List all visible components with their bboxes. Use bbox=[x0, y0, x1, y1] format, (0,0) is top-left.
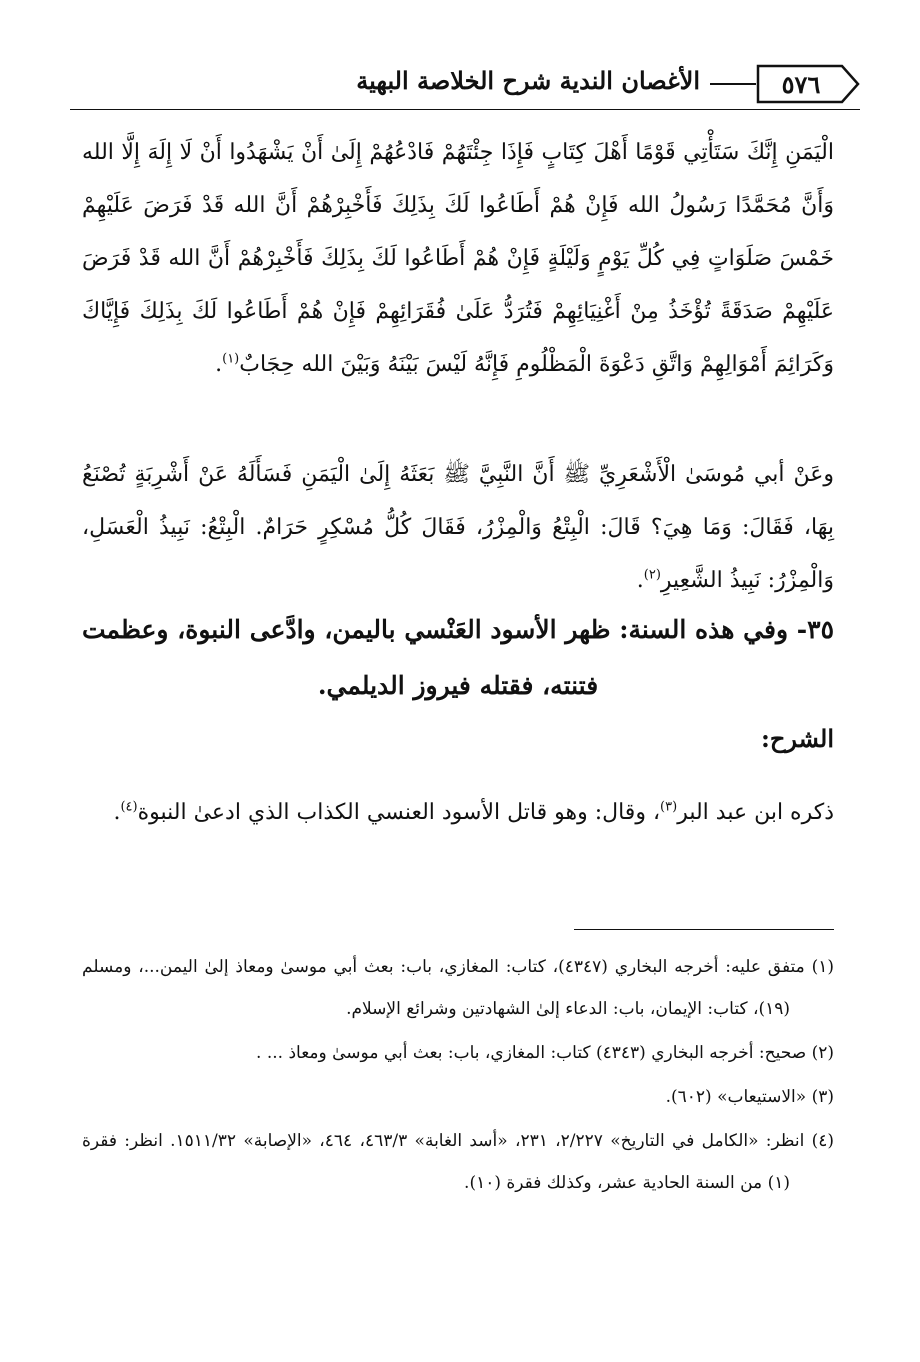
footnote-3: (٣) «الاستيعاب» (٦٠٢). bbox=[665, 1087, 834, 1107]
page-header bbox=[70, 60, 860, 110]
sharh-label: الشرح: bbox=[761, 724, 834, 753]
explanation-paragraph bbox=[82, 788, 834, 838]
footnote-ref-2: (٢) bbox=[643, 567, 661, 583]
footnote-separator bbox=[574, 929, 834, 930]
hadith-paragraph-2 bbox=[82, 448, 834, 607]
book-title: الأغصان الندية شرح الخلاصة البهية bbox=[356, 66, 700, 95]
hadith-text-2-end: . bbox=[636, 568, 644, 593]
footnote-1: (١) متفق عليه: أخرجه البخاري (٤٣٤٧)، كتاب: المغازي، باب: بعث أبي موسىٰ ومعاذ إلىٰ اليمن...، ومسلم (١٩)، كتاب: الإيمان، باب: الدعاء إلىٰ الشهادتين وشرائع الإسلام. bbox=[82, 957, 834, 1019]
hadith-text-2: وعَنْ أبي مُوسَىٰ الْأَشْعَرِيِّ ﷺ أَنَّ النَّبِيَّ ﷺ بَعَثَهُ إِلَىٰ الْيَمَنِ فَسَأَلَهُ عَنْ أَشْرِبَةٍ تُصْنَعُ بِهَا، فَقَالَ: وَمَا هِيَ؟ قَالَ: الْبِتْعُ وَالْمِزْرُ، فَقَالَ كُلُّ مُسْكِرٍ حَرَامٌ. الْبِتْعُ: نَبِيذُ الْعَسَلِ، وَالْمِزْرُ: نَبِيذُ الشَّعِيرِ bbox=[82, 462, 834, 593]
footnote-ref-1: (١) bbox=[222, 351, 240, 367]
explanation-text-1: ذكره ابن عبد البر bbox=[677, 800, 834, 825]
explanation-text-3: . bbox=[113, 800, 121, 825]
page-number-frame bbox=[756, 64, 860, 104]
hadith-text-1-end: . bbox=[215, 352, 223, 377]
footnote-2: (٢) صحيح: أخرجه البخاري (٤٣٤٣) كتاب: المغازي، باب: بعث أبي موسىٰ ومعاذ ... . bbox=[256, 1043, 834, 1063]
hadith-text-1: الْيَمَنِ إِنَّكَ سَتَأْتِي قَوْمًا أَهْلَ كِتَابٍ فَإِذَا جِئْتَهُمْ فَادْعُهُمْ إِلَىٰ أَنْ يَشْهَدُوا أَنْ لَا إِلَهَ إِلَّا الله وَأَنَّ مُحَمَّدًا رَسُولُ الله فَإِنْ هُمْ أَطَاعُوا لَكَ بِذَلِكَ فَأَخْبِرْهُمْ أَنَّ الله قَدْ فَرَضَ عَلَيْهِمْ خَمْسَ صَلَوَاتٍ فِي كُلِّ يَوْمٍ وَلَيْلَةٍ فَإِنْ هُمْ أَطَاعُوا لَكَ بِذَلِكَ فَأَخْبِرْهُمْ أَنَّ الله قَدْ فَرَضَ عَلَيْهِمْ صَدَقَةً تُؤْخَذُ مِنْ أَغْنِيَائِهِمْ فَتُرَدُّ عَلَىٰ فُقَرَائِهِمْ فَإِنْ هُمْ أَطَاعُوا لَكَ بِذَلِكَ فَإِيَّاكَ وَكَرَائِمَ أَمْوَالِهِمْ وَاتَّقِ دَعْوَةَ الْمَظْلُومِ فَإِنَّهُ لَيْسَ بَيْنَهُ وَبَيْنَ الله حِجَابٌ bbox=[82, 140, 834, 377]
page-number: ٥٧٦ bbox=[781, 70, 821, 99]
footnote-ref-3: (٣) bbox=[660, 799, 678, 815]
header-rule bbox=[70, 109, 860, 110]
explanation-text-2: ، وقال: وهو قاتل الأسود العنسي الكذاب الذي ادعىٰ النبوة bbox=[137, 800, 661, 825]
hadith-paragraph-1 bbox=[82, 126, 834, 391]
section-heading: ٣٥- وفي هذه السنة: ظهر الأسود العَنْسي باليمن، وادَّعى النبوة، وعظمت فتنته، فقتله فيروز الديلمي. bbox=[82, 615, 834, 700]
footnote-ref-4: (٤) bbox=[120, 799, 138, 815]
footnote-4: (٤) انظر: «الكامل في التاريخ» ٢/٢٢٧، ٢٣١، «أسد الغابة» ٤٦٣/٣، ٤٦٤، «الإصابة» ١٥١١/٣٢. انظر: فقرة (١) من السنة الحادية عشر، وكذلك فقرة (١٠). bbox=[82, 1131, 835, 1193]
footnotes bbox=[82, 946, 834, 1204]
header-connector-line bbox=[710, 83, 756, 85]
